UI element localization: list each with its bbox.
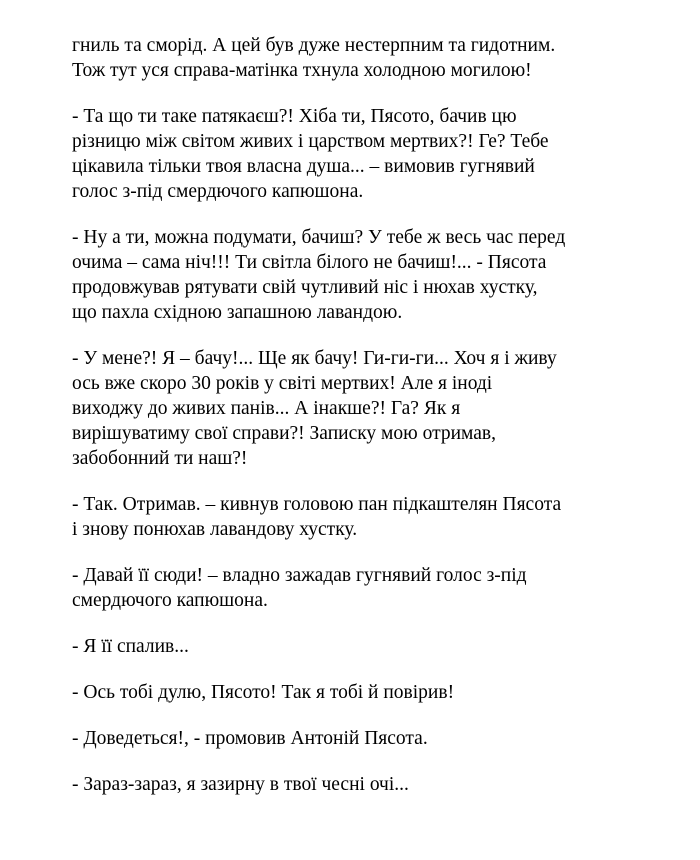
text-line: що пахла східною запашною лавандою. xyxy=(72,302,403,323)
document-body xyxy=(72,33,612,818)
paragraph xyxy=(72,563,612,613)
text-line: забобонний ти наш?! xyxy=(72,448,248,469)
paragraph xyxy=(72,492,612,542)
paragraph xyxy=(72,772,612,797)
paragraph xyxy=(72,634,612,659)
text-line: Тож тут уся справа-матінка тхнула холодною могилою! xyxy=(72,60,532,81)
text-line: - Зараз-зараз, я зазирну в твої чесні очі... xyxy=(72,774,409,795)
text-line: ось вже скоро 30 років у світі мертвих! Але я іноді xyxy=(72,373,493,394)
paragraph xyxy=(72,346,612,471)
text-line: - У мене?! Я – бачу!... Ще як бачу! Ги-ги-ги... Хоч я і живу xyxy=(72,348,557,369)
text-line: продовжував рятувати свій чутливий ніс і нюхав хустку, xyxy=(72,277,538,298)
paragraph xyxy=(72,726,612,751)
text-line: різницю між світом живих і царством мертвих?! Ге? Тебе xyxy=(72,131,549,152)
text-line: виходжу до живих панів... А інакше?! Га? Як я xyxy=(72,398,461,419)
text-line: цікавила тільки твоя власна душа... – вимовив гугнявий xyxy=(72,156,535,177)
paragraph xyxy=(72,225,612,325)
text-line: очима – сама ніч!!! Ти світла білого не бачиш!... - Пясота xyxy=(72,252,547,273)
paragraph xyxy=(72,104,612,204)
text-line: - Давай її сюди! – владно зажадав гугнявий голос з-під xyxy=(72,565,527,586)
text-line: і знову понюхав лавандову хустку. xyxy=(72,519,358,540)
text-line: гниль та сморід. А цей був дуже нестерпним та гидотним. xyxy=(72,35,556,56)
text-line: голос з-під смердючого капюшона. xyxy=(72,181,364,202)
text-line: вирішуватиму свої справи?! Записку мою отримав, xyxy=(72,423,496,444)
paragraph xyxy=(72,33,612,83)
paragraph xyxy=(72,680,612,705)
text-line: - Ну а ти, можна подумати, бачиш? У тебе ж весь час перед xyxy=(72,227,566,248)
text-line: - Та що ти таке патякаєш?! Хіба ти, Пясото, бачив цю xyxy=(72,106,517,127)
text-line: - Ось тобі дулю, Пясото! Так я тобі й повірив! xyxy=(72,682,455,703)
text-line: - Я її спалив... xyxy=(72,636,189,657)
text-line: - Доведеться!, - промовив Антоній Пясота. xyxy=(72,728,428,749)
text-line: - Так. Отримав. – кивнув головою пан підкаштелян Пясота xyxy=(72,494,562,515)
text-line: смердючого капюшона. xyxy=(72,590,268,611)
